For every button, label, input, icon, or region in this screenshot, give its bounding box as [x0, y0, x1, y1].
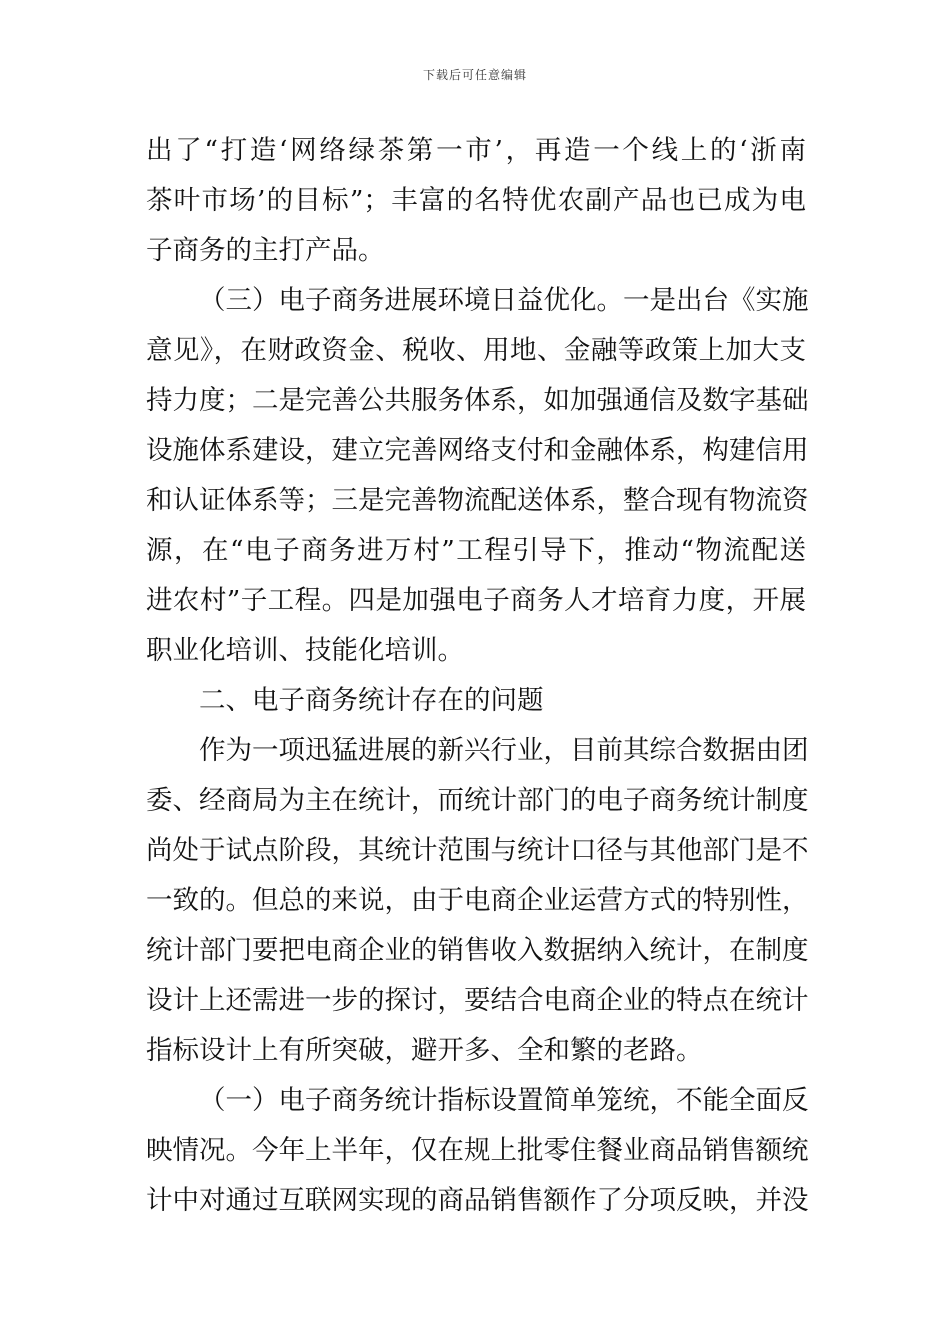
document-body	[146, 126, 809, 1226]
section-heading: 二、电子商务统计存在的问题	[199, 685, 544, 716]
page-header: 下载后可任意编辑	[422, 68, 527, 82]
text-line: 计中对通过互联网实现的商品销售额作了分项反映，并没	[146, 1185, 809, 1216]
text-line: 茶叶市场’的目标”；丰富的名特优农副产品也已成为电	[146, 185, 806, 216]
text-line: 进农村”子工程。四是加强电子商务人才培育力度，开展	[146, 585, 806, 616]
text-line: 出了“打造‘网络绿茶第一市’，再造一个线上的‘浙南	[146, 135, 806, 166]
text-line: 和认证体系等；三是完善物流配送体系，整合现有物流资	[146, 485, 809, 516]
text-line: 设施体系建设，建立完善网络支付和金融体系，构建信用	[146, 435, 809, 466]
text-line: （三）电子商务进展环境日益优化。一是出台《实施	[199, 285, 809, 316]
text-line: 映情况。今年上半年，仅在规上批零住餐业商品销售额统	[146, 1135, 809, 1166]
text-line: 意见》，在财政资金、税收、用地、金融等政策上加大支	[146, 335, 806, 366]
text-line: 源，在“电子商务进万村”工程引导下，推动“物流配送	[146, 535, 806, 566]
text-line: 子商务的主打产品。	[146, 235, 385, 266]
text-line: 委、经商局为主在统计，而统计部门的电子商务统计制度	[146, 785, 809, 816]
text-line: 指标设计上有所突破，避开多、全和繁的老路。	[146, 1035, 703, 1066]
text-line: 设计上还需进一步的探讨，要结合电商企业的特点在统计	[146, 985, 809, 1016]
text-line: （一）电子商务统计指标设置简单笼统，不能全面反	[199, 1085, 809, 1116]
text-line: 作为一项迅猛进展的新兴行业，目前其综合数据由团	[199, 735, 809, 766]
text-line: 一致的。但总的来说，由于电商企业运营方式的特别性，	[146, 885, 809, 916]
text-line: 职业化培训、技能化培训。	[146, 635, 464, 666]
text-line: 尚处于试点阶段，其统计范围与统计口径与其他部门是不	[146, 835, 809, 866]
text-line: 持力度；二是完善公共服务体系，如加强通信及数字基础	[146, 385, 809, 416]
text-line: 统计部门要把电商企业的销售收入数据纳入统计，在制度	[146, 935, 809, 966]
